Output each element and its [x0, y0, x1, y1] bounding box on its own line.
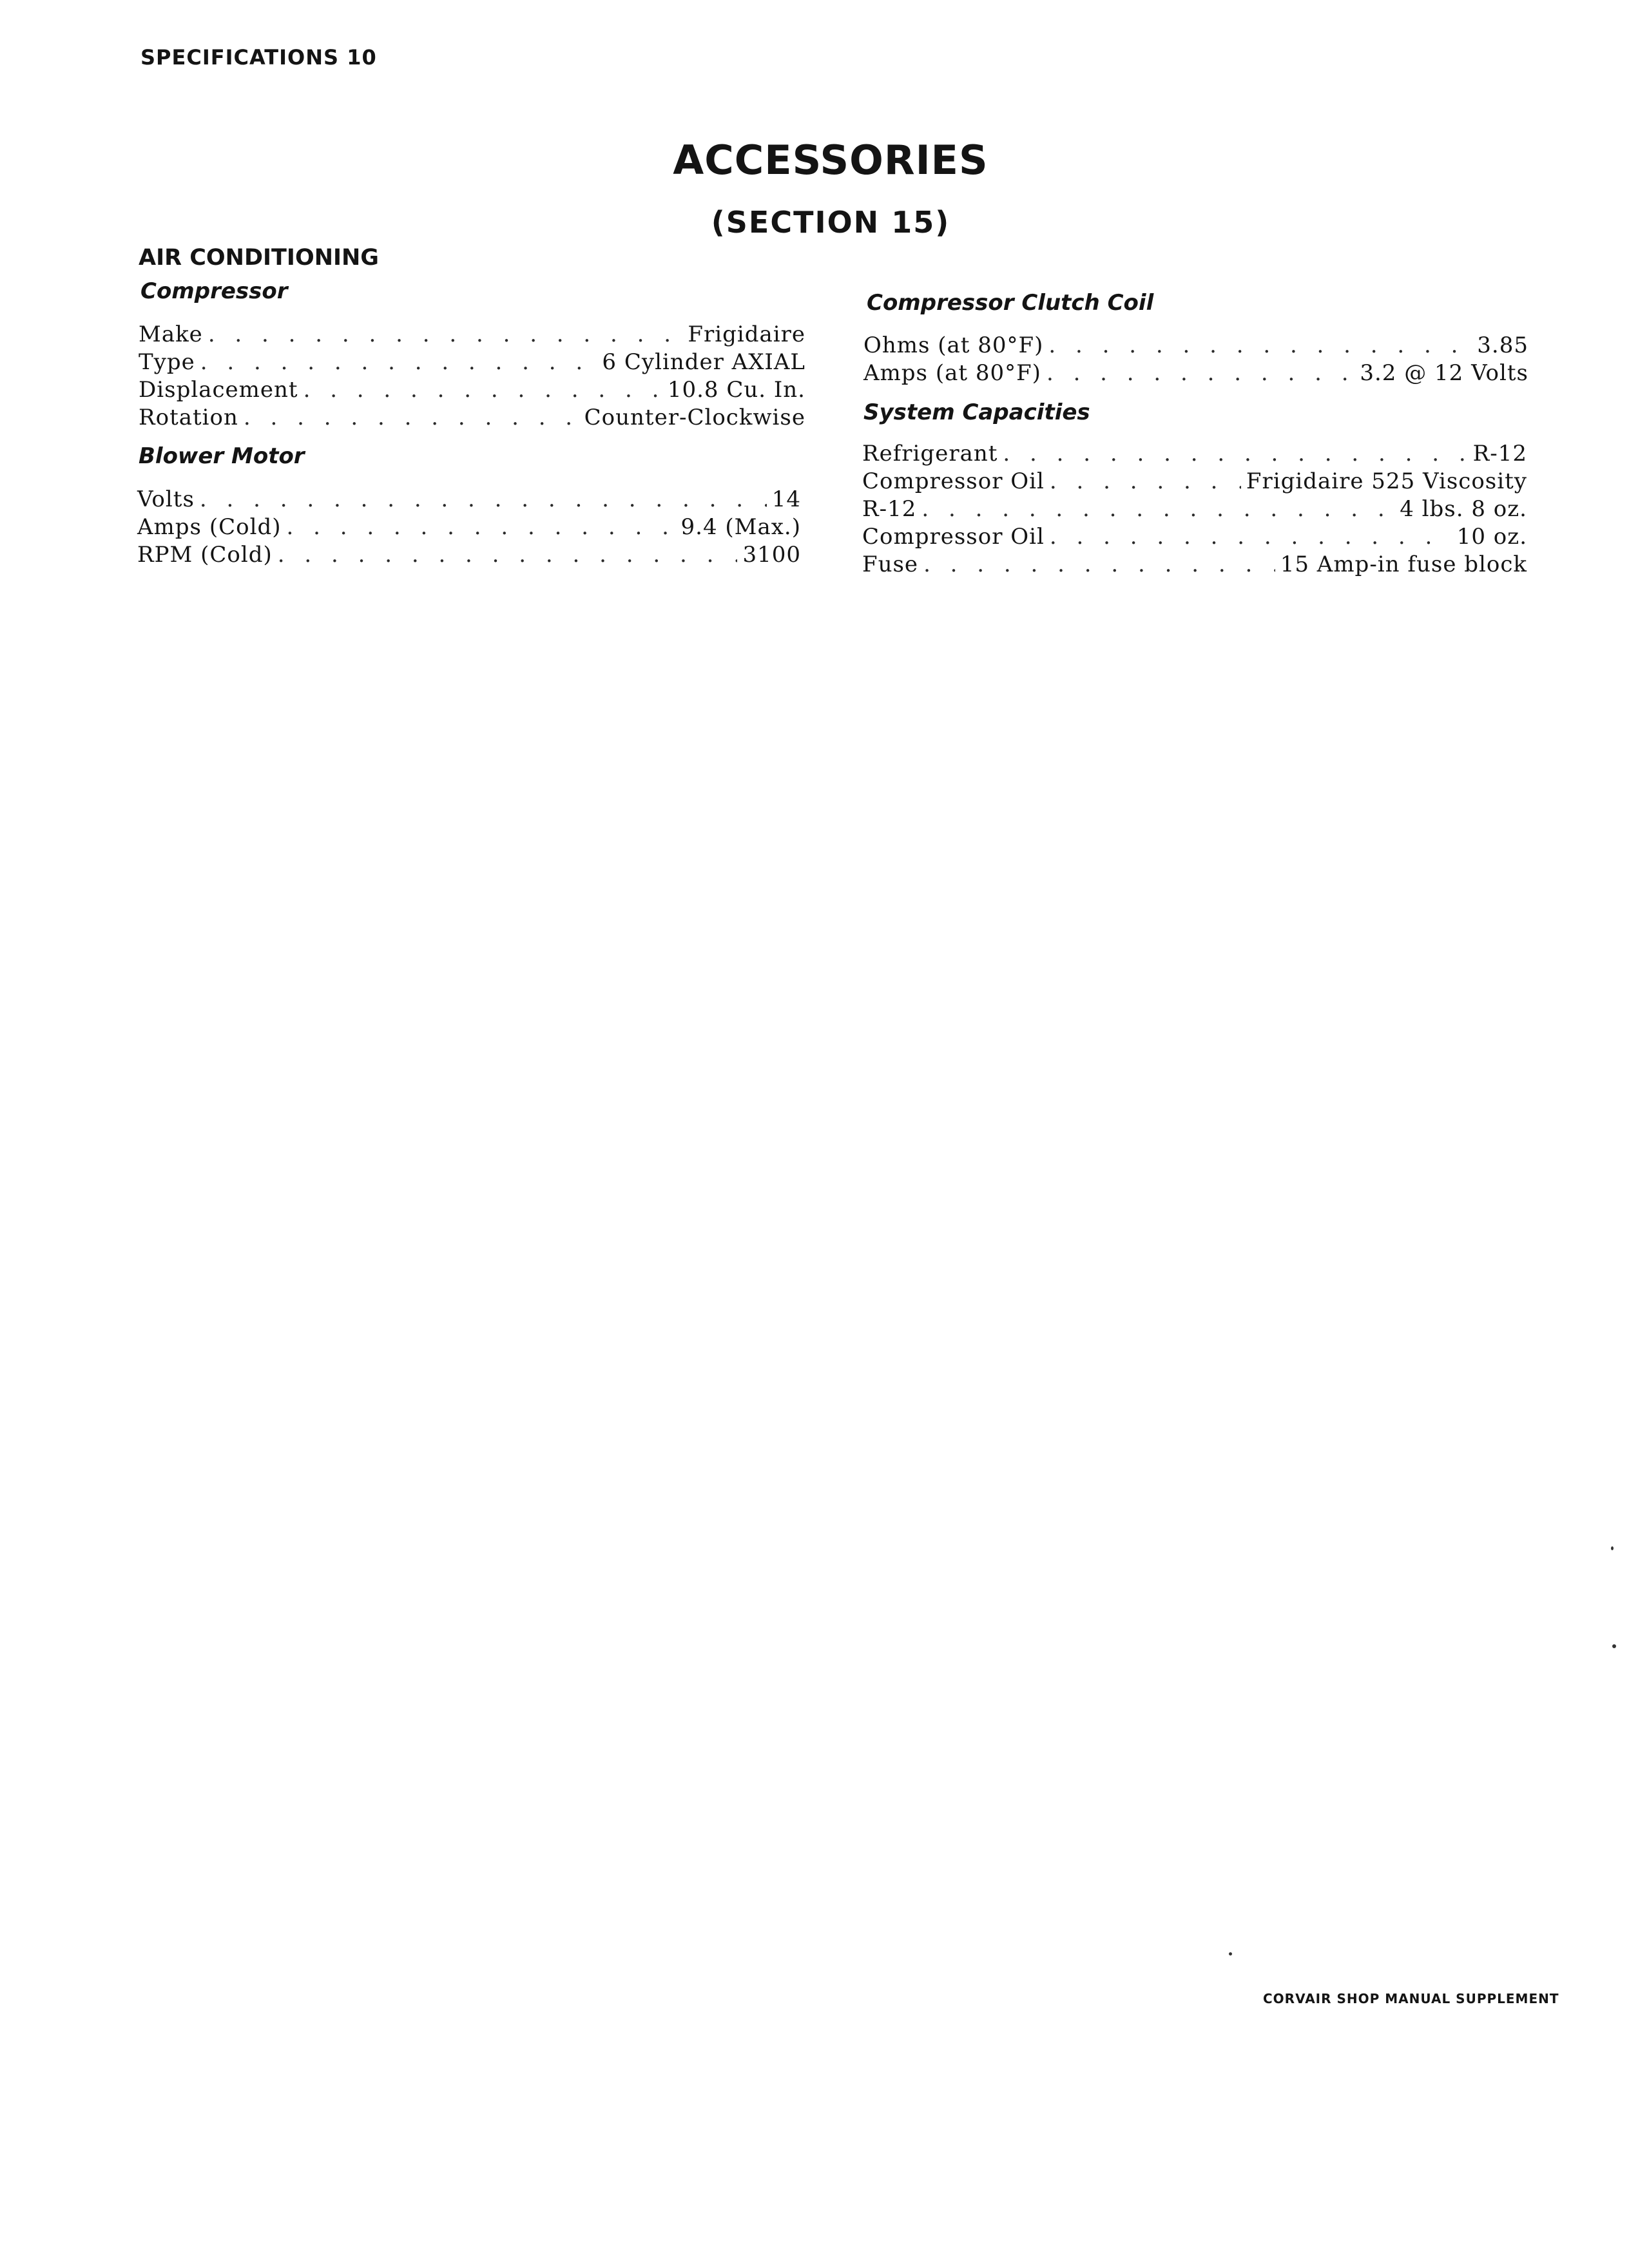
leader-dots — [1048, 332, 1472, 360]
spec-label: Volts — [137, 486, 195, 512]
blower-motor-spec-list — [137, 486, 801, 569]
page-footer-label: CORVAIR SHOP MANUAL SUPPLEMENT — [1263, 1991, 1559, 2006]
leader-dots — [1003, 440, 1467, 468]
spec-label: Refrigerant — [862, 441, 998, 466]
spec-value: Frigidaire — [688, 322, 805, 347]
subheading-blower-motor: Blower Motor — [139, 443, 305, 469]
leader-dots — [1050, 468, 1241, 495]
spec-label: Rotation — [139, 405, 238, 430]
leader-dots — [921, 495, 1394, 523]
spec-label: Compressor Oil — [862, 468, 1045, 494]
spec-value: 10 oz. — [1456, 524, 1527, 550]
spec-value: 14 — [771, 486, 801, 512]
spec-label: Amps (at 80°F) — [863, 360, 1041, 386]
spec-row — [137, 541, 801, 569]
spec-label: Amps (Cold) — [137, 514, 282, 540]
spec-value: 10.8 Cu. In. — [667, 377, 805, 403]
spec-label: Ohms (at 80°F) — [863, 332, 1044, 358]
leader-dots — [278, 541, 738, 569]
leader-dots — [304, 376, 662, 404]
spec-row — [139, 349, 805, 376]
leader-dots — [1046, 360, 1354, 387]
spec-label: Fuse — [862, 552, 919, 577]
spec-row — [139, 321, 805, 349]
leader-dots — [923, 551, 1275, 579]
spec-value: Counter-Clockwise — [584, 405, 805, 430]
section-heading-air-conditioning: AIR CONDITIONING — [139, 245, 380, 271]
leader-dots — [208, 321, 683, 349]
spec-row — [862, 523, 1527, 551]
leader-dots — [244, 404, 579, 432]
page-header-label: SPECIFICATIONS 10 — [140, 45, 377, 70]
spec-row — [139, 376, 805, 404]
subheading-compressor: Compressor — [140, 278, 288, 304]
scan-speck — [1612, 1644, 1616, 1648]
scan-speck — [1229, 1952, 1232, 1956]
spec-value: 3.2 @ 12 Volts — [1360, 360, 1528, 386]
spec-value: 4 lbs. 8 oz. — [1400, 496, 1527, 522]
subheading-compressor-clutch-coil: Compressor Clutch Coil — [867, 290, 1154, 316]
spec-row — [862, 495, 1527, 523]
spec-row — [862, 468, 1527, 495]
leader-dots — [200, 486, 767, 514]
spec-value: 3100 — [742, 542, 801, 568]
spec-row — [139, 404, 805, 432]
page-subtitle: (SECTION 15) — [711, 205, 950, 240]
spec-row — [137, 514, 801, 541]
spec-label: Type — [139, 349, 195, 375]
compressor-spec-list — [139, 321, 805, 432]
spec-label: Make — [139, 322, 203, 347]
spec-value: 15 Amp-in fuse block — [1280, 552, 1527, 577]
spec-row — [862, 551, 1527, 579]
spec-value: R-12 — [1472, 441, 1527, 466]
spec-label: Displacement — [139, 377, 298, 403]
spec-value: Frigidaire 525 Viscosity — [1246, 468, 1527, 494]
spec-row — [863, 332, 1528, 360]
spec-label: Compressor Oil — [862, 524, 1045, 550]
spec-row — [863, 360, 1528, 387]
spec-value: 9.4 (Max.) — [680, 514, 801, 540]
spec-value: 3.85 — [1477, 332, 1528, 358]
spec-label: RPM (Cold) — [137, 542, 273, 568]
spec-value: 6 Cylinder AXIAL — [602, 349, 805, 375]
system-capacities-spec-list — [862, 440, 1527, 579]
leader-dots — [200, 349, 597, 376]
scan-speck — [1611, 1546, 1614, 1550]
leader-dots — [1050, 523, 1452, 551]
page-title: ACCESSORIES — [673, 137, 988, 184]
leader-dots — [286, 514, 675, 541]
subheading-system-capacities: System Capacities — [863, 399, 1090, 425]
spec-label: R-12 — [862, 496, 917, 522]
spec-row — [862, 440, 1527, 468]
spec-row — [137, 486, 801, 514]
clutch-coil-spec-list — [863, 332, 1528, 387]
